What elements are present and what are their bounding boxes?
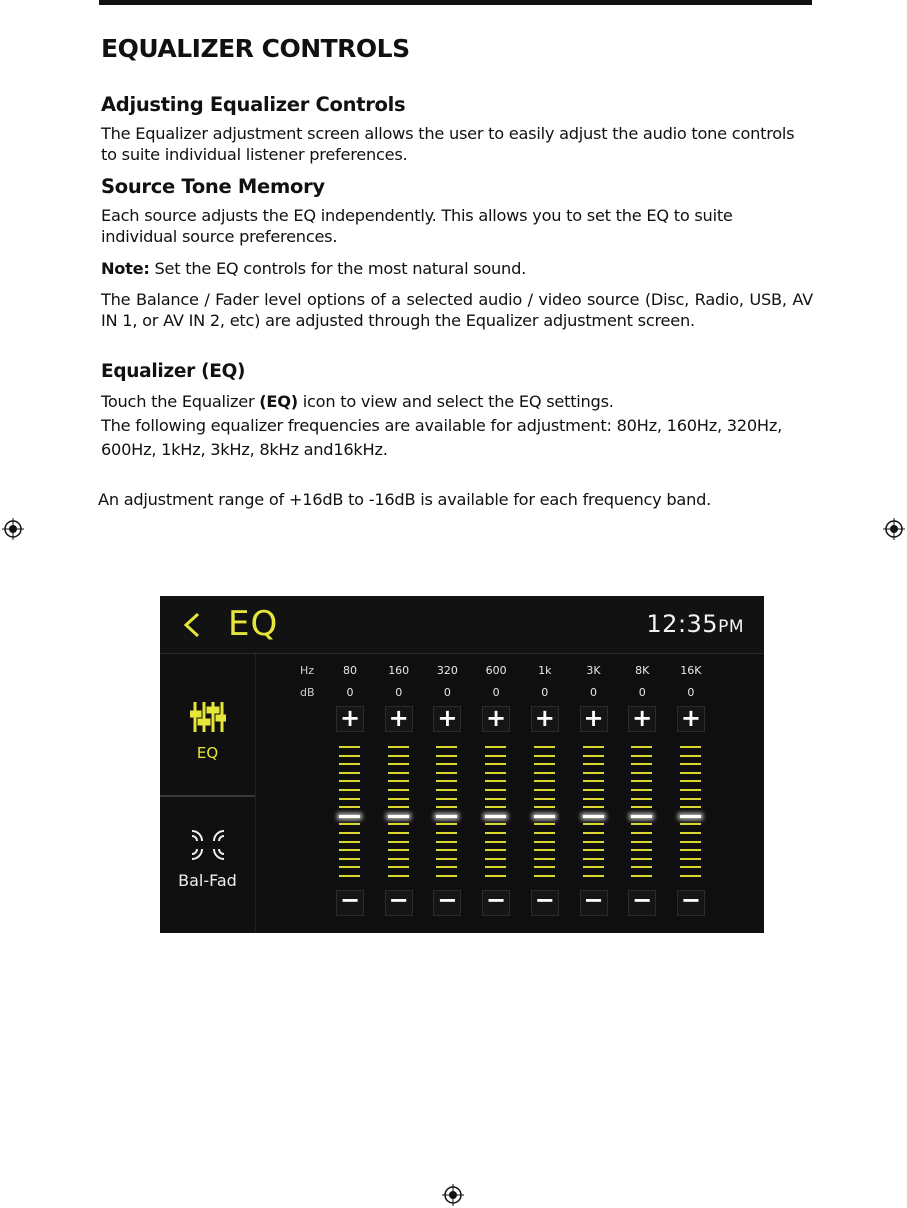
band-increase-button[interactable]: + [385, 706, 413, 732]
band-level-indicator [485, 815, 506, 818]
band-level-segment [436, 866, 457, 868]
eq-band [677, 662, 705, 922]
band-decrease-button[interactable]: − [482, 890, 510, 916]
band-decrease-button[interactable]: − [531, 890, 559, 916]
band-level-meter[interactable] [580, 738, 608, 888]
band-level-meter[interactable] [628, 738, 656, 888]
band-decrease-button[interactable]: − [385, 890, 413, 916]
band-frequency-label: 80 [343, 664, 357, 677]
band-level-segment [631, 866, 652, 868]
band-level-segment [388, 866, 409, 868]
touch-text-before: Touch the Equalizer [101, 392, 260, 411]
band-level-segment [485, 823, 506, 825]
sidebar [160, 654, 256, 933]
band-level-segment [388, 746, 409, 748]
eq-screen-title: EQ [228, 604, 279, 644]
band-level-segment [583, 772, 604, 774]
band-level-segment [583, 823, 604, 825]
band-level-segment [534, 841, 555, 843]
band-level-segment [680, 849, 701, 851]
band-level-segment [534, 755, 555, 757]
band-level-segment [436, 841, 457, 843]
band-db-value: 0 [687, 686, 695, 699]
band-level-segment [534, 772, 555, 774]
band-decrease-button[interactable]: − [433, 890, 461, 916]
touch-text-bold: (EQ) [259, 392, 298, 411]
eq-band [482, 662, 510, 922]
band-level-segment [680, 875, 701, 877]
band-level-segment [680, 746, 701, 748]
band-level-segment [534, 875, 555, 877]
band-level-segment [388, 806, 409, 808]
band-level-segment [631, 780, 652, 782]
band-level-segment [534, 806, 555, 808]
band-level-segment [631, 875, 652, 877]
band-level-segment [485, 763, 506, 765]
band-level-segment [485, 866, 506, 868]
band-level-segment [583, 798, 604, 800]
band-level-segment [583, 875, 604, 877]
band-level-segment [680, 858, 701, 860]
band-db-value: 0 [638, 686, 646, 699]
sidebar-item-eq[interactable] [160, 654, 255, 794]
band-level-segment [583, 849, 604, 851]
band-level-segment [388, 755, 409, 757]
band-level-segment [388, 798, 409, 800]
page-title: EQUALIZER CONTROLS [101, 34, 410, 63]
band-level-segment [680, 755, 701, 757]
band-db-value: 0 [492, 686, 500, 699]
band-decrease-button[interactable]: − [628, 890, 656, 916]
band-level-segment [631, 858, 652, 860]
band-level-segment [485, 841, 506, 843]
band-level-segment [534, 789, 555, 791]
band-level-segment [631, 746, 652, 748]
band-level-segment [388, 763, 409, 765]
sidebar-eq-label: EQ [196, 744, 219, 762]
band-level-segment [436, 875, 457, 877]
band-level-segment [485, 798, 506, 800]
band-level-segment [583, 746, 604, 748]
band-level-segment [339, 832, 360, 834]
band-level-segment [339, 763, 360, 765]
section-text-source-tone: Each source adjusts the EQ independently. This allows you to set the EQ to suite individual source preferences. [101, 206, 733, 246]
band-level-segment [680, 763, 701, 765]
eq-band [433, 662, 461, 922]
sidebar-bal-fad-label: Bal-Fad [178, 871, 237, 890]
band-level-meter[interactable] [336, 738, 364, 888]
band-frequency-label: 3K [586, 664, 601, 677]
band-level-segment [631, 789, 652, 791]
band-level-meter[interactable] [531, 738, 559, 888]
balance-fader-speakers-icon [188, 827, 228, 863]
band-level-segment [436, 780, 457, 782]
registration-mark-icon [442, 1184, 464, 1206]
band-level-segment [339, 866, 360, 868]
band-level-segment [388, 841, 409, 843]
hz-row-label: Hz [300, 664, 315, 677]
band-level-segment [631, 806, 652, 808]
band-level-segment [339, 841, 360, 843]
band-level-segment [436, 823, 457, 825]
section-text-adjusting: The Equalizer adjustment screen allows the user to easily adjust the audio tone controls to suite individual listener preferences. [101, 124, 795, 164]
eq-band [385, 662, 413, 922]
clock-ampm: PM [718, 617, 744, 637]
band-level-segment [680, 806, 701, 808]
band-level-segment [388, 849, 409, 851]
band-frequency-label: 1k [538, 664, 552, 677]
section-heading-eq: Equalizer (EQ) [101, 361, 246, 382]
band-level-segment [339, 798, 360, 800]
band-level-segment [485, 832, 506, 834]
band-level-segment [534, 780, 555, 782]
band-level-segment [339, 858, 360, 860]
top-rule [99, 0, 812, 5]
band-level-indicator [583, 815, 604, 818]
registration-mark-icon [883, 518, 905, 540]
band-level-segment [631, 832, 652, 834]
balance-paragraph: The Balance / Fader level options of a selected audio / video source (Disc, Radio, USB, AV IN 1, or AV IN 2, etc) are adjusted through the Equalizer adjustment screen. [101, 290, 813, 330]
note-label: Note: [101, 259, 150, 278]
band-level-segment [388, 789, 409, 791]
band-increase-button[interactable]: + [531, 706, 559, 732]
band-level-segment [583, 763, 604, 765]
band-db-value: 0 [541, 686, 549, 699]
band-level-segment [534, 763, 555, 765]
band-frequency-label: 600 [485, 664, 507, 677]
band-level-segment [485, 746, 506, 748]
band-level-indicator [631, 815, 652, 818]
band-level-segment [339, 780, 360, 782]
band-level-indicator [680, 815, 701, 818]
band-level-segment [388, 823, 409, 825]
band-level-segment [680, 772, 701, 774]
band-level-segment [339, 875, 360, 877]
band-level-segment [680, 841, 701, 843]
band-increase-button[interactable]: + [433, 706, 461, 732]
band-increase-button[interactable]: + [482, 706, 510, 732]
band-level-meter[interactable] [385, 738, 413, 888]
band-level-segment [485, 755, 506, 757]
band-frequency-label: 16K [680, 664, 702, 677]
band-level-indicator [339, 815, 360, 818]
eq-screen [160, 596, 764, 933]
section-heading-source-tone: Source Tone Memory [101, 175, 325, 198]
registration-mark-icon [2, 518, 24, 540]
band-level-segment [339, 746, 360, 748]
band-level-segment [388, 780, 409, 782]
band-level-segment [485, 858, 506, 860]
band-level-segment [339, 823, 360, 825]
equalizer-sliders-icon [190, 700, 226, 734]
band-decrease-button[interactable]: − [336, 890, 364, 916]
clock [646, 610, 744, 638]
band-level-segment [534, 858, 555, 860]
touch-paragraph [101, 391, 614, 412]
band-level-indicator [436, 815, 457, 818]
section-heading-adjusting: Adjusting Equalizer Controls [101, 93, 406, 116]
band-level-segment [583, 806, 604, 808]
band-level-segment [631, 755, 652, 757]
band-level-segment [436, 755, 457, 757]
band-level-segment [583, 789, 604, 791]
eq-header [160, 596, 764, 654]
band-level-segment [631, 798, 652, 800]
band-increase-button[interactable]: + [677, 706, 705, 732]
eq-band [628, 662, 656, 922]
band-level-segment [485, 772, 506, 774]
band-level-segment [534, 746, 555, 748]
band-level-indicator [534, 815, 555, 818]
eq-band [336, 662, 364, 922]
band-level-segment [339, 772, 360, 774]
clock-time: 12:35 [646, 610, 719, 638]
band-level-indicator [388, 815, 409, 818]
band-level-segment [583, 755, 604, 757]
band-level-segment [388, 858, 409, 860]
band-frequency-label: 160 [388, 664, 410, 677]
band-level-segment [339, 806, 360, 808]
db-row-label: dB [300, 686, 315, 699]
band-level-meter[interactable] [677, 738, 705, 888]
note-text: Set the EQ controls for the most natural sound. [149, 259, 526, 278]
band-level-meter[interactable] [482, 738, 510, 888]
band-level-segment [631, 772, 652, 774]
eq-band [531, 662, 559, 922]
band-level-segment [485, 849, 506, 851]
eq-band [580, 662, 608, 922]
band-level-segment [631, 823, 652, 825]
band-level-segment [583, 841, 604, 843]
band-level-meter[interactable] [433, 738, 461, 888]
band-level-segment [436, 746, 457, 748]
range-paragraph: An adjustment range of +16dB to -16dB is available for each frequency band. [98, 490, 712, 509]
band-db-value: 0 [590, 686, 597, 699]
band-level-segment [485, 780, 506, 782]
band-level-segment [583, 858, 604, 860]
band-db-value: 0 [443, 686, 451, 699]
band-level-segment [436, 858, 457, 860]
band-decrease-button[interactable]: − [580, 890, 608, 916]
band-level-segment [534, 849, 555, 851]
band-increase-button[interactable]: + [336, 706, 364, 732]
band-level-segment [680, 780, 701, 782]
band-frequency-label: 320 [436, 664, 458, 677]
band-level-segment [534, 866, 555, 868]
band-level-segment [534, 823, 555, 825]
band-level-segment [534, 832, 555, 834]
band-level-segment [583, 866, 604, 868]
band-level-segment [388, 875, 409, 877]
band-level-segment [339, 755, 360, 757]
band-level-segment [631, 849, 652, 851]
band-db-value: 0 [346, 686, 354, 699]
band-level-segment [485, 789, 506, 791]
note-paragraph [101, 258, 526, 279]
band-level-segment [534, 798, 555, 800]
frequency-paragraph: The following equalizer frequencies are available for adjustment: 80Hz, 160Hz, 320Hz, 600Hz, 1kHz, 3kHz, 8kHz and16kHz. [101, 416, 782, 459]
back-chevron-icon[interactable] [182, 612, 202, 638]
band-level-segment [680, 823, 701, 825]
band-level-segment [680, 798, 701, 800]
band-level-segment [680, 789, 701, 791]
band-level-segment [436, 772, 457, 774]
band-level-segment [339, 789, 360, 791]
band-db-value: 0 [395, 686, 403, 699]
band-level-segment [436, 832, 457, 834]
band-level-segment [631, 763, 652, 765]
band-level-segment [436, 849, 457, 851]
band-level-segment [388, 832, 409, 834]
sidebar-item-bal-fad[interactable] [160, 795, 255, 933]
band-level-segment [436, 798, 457, 800]
band-increase-button[interactable]: + [580, 706, 608, 732]
band-level-segment [583, 832, 604, 834]
band-level-segment [436, 789, 457, 791]
band-frequency-label: 8K [635, 664, 650, 677]
band-level-segment [583, 780, 604, 782]
band-level-segment [436, 763, 457, 765]
band-level-segment [680, 832, 701, 834]
band-level-segment [631, 841, 652, 843]
band-level-segment [485, 806, 506, 808]
band-increase-button[interactable]: + [628, 706, 656, 732]
touch-text-after: icon to view and select the EQ settings. [297, 392, 614, 411]
band-decrease-button[interactable]: − [677, 890, 705, 916]
band-level-segment [485, 875, 506, 877]
band-level-segment [388, 772, 409, 774]
band-level-segment [436, 806, 457, 808]
band-level-segment [339, 849, 360, 851]
band-level-segment [680, 866, 701, 868]
